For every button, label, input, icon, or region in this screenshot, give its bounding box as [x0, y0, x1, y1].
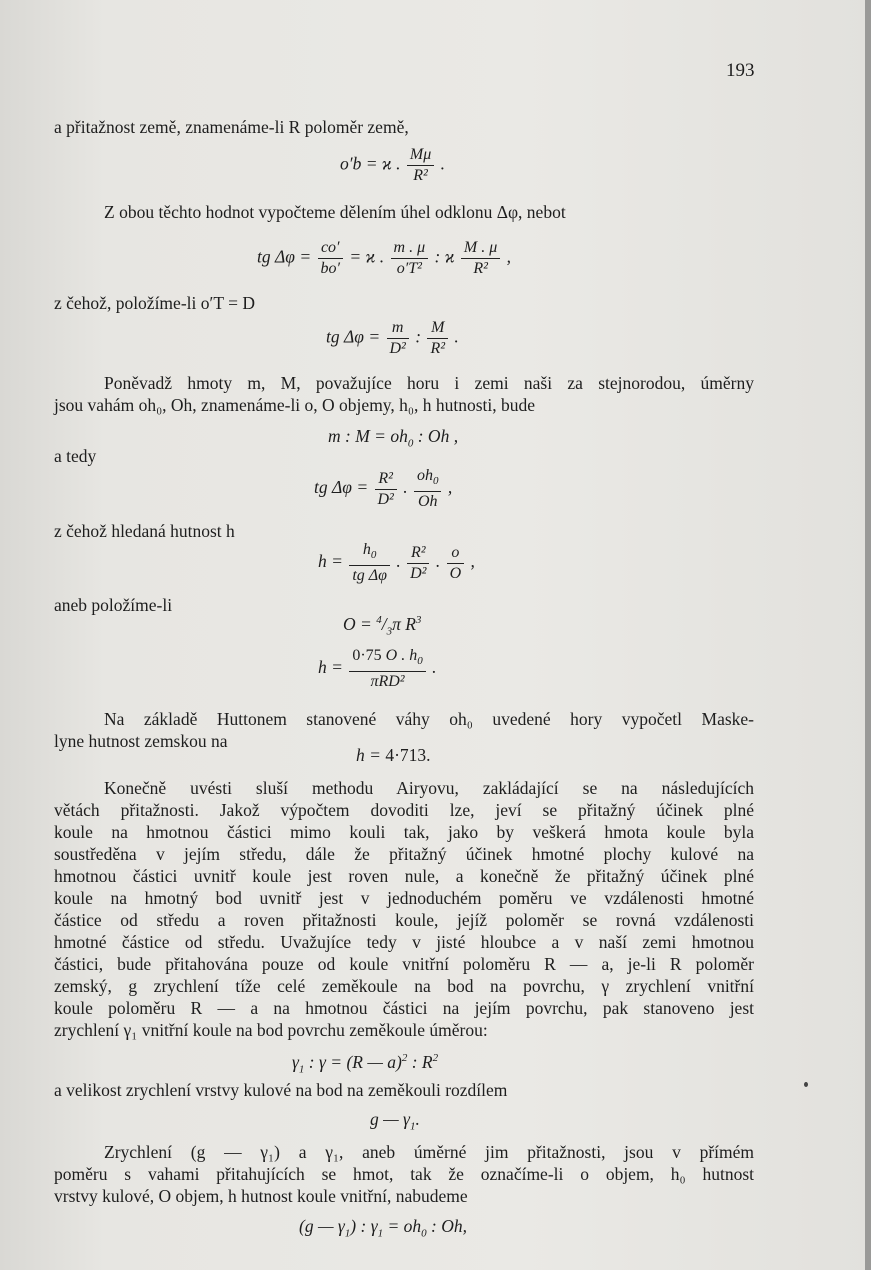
airy-line: koule na hmotný bod uvnitř jest v jednoduchém poměru ve vzdálenosti hmotné [54, 888, 754, 908]
airy-line: zrychlení γ₁ vnitřní koule na bod povrchu zeměkoule úměrou: [54, 1020, 488, 1040]
formula-9: h = 4·713. [356, 745, 431, 765]
airy-line: koule na hmotnou částici mimo kouli tak, jako by veškerá hmota koule byla [54, 822, 754, 842]
formula-11: g — $\gamma_1$. [370, 1109, 420, 1133]
airy-line: částici, bude přitahována pouze od koule vnitřní poloměru R — a, je-li R poloměr [54, 954, 754, 974]
formula-3: tg Δφ = $\frac{m}{\text{D²}}$ : $\frac{M}{\text{R²}}$ . [326, 319, 459, 357]
page-edge [865, 0, 871, 1270]
airy-line: hmotné částice od středu. Uvažujíce tedy v jisté hloubce a v naší zemi hmotnou [54, 932, 754, 952]
line-2: Z obou těchto hodnot vypočteme dělením úhel odklonu Δφ, nebot [104, 202, 566, 222]
line-1: a přitažnost země, znamenáme-li R poloměr země, [54, 117, 409, 137]
airy-line: částice od středu a roven přitažnosti koule, jejíž poloměr se rovná vzdálenosti [54, 910, 754, 930]
airy-line: soustředěna v jejím středu, dále že přitažný účinek hmotné plochy kulové na [54, 844, 754, 864]
line-4: Poněvadž hmoty m, M, považujíce horu i zemi naši za stejnorodou, úměrny [104, 373, 754, 393]
airy-line: větách přitažnosti. Jakož výpočtem dovoditi lze, jeví se přitažný účinek plné [54, 800, 754, 820]
formula-2: tg Δφ = $\frac{co'}{bo'}$ = ϰ . $\frac{m . \mu}{\text{o′T²}}$ : ϰ $\frac{M . \mu}{\text{R²}}$ , [257, 239, 512, 277]
line-6: a tedy [54, 446, 97, 466]
line-3: z čehož, položíme-li o′T = D [54, 293, 255, 313]
line-5: jsou vahám oh₀, Oh, znamenáme-li o, O objemy, h₀, h hutnosti, bude [54, 395, 536, 415]
line-11: a velikost zrychlení vrstvy kulové na bod na zeměkouli rozdílem [54, 1080, 508, 1100]
last-line: Zrychlení (g — γ₁) a γ₁, aneb úměrné jim přitažnosti, jsou v přímém [104, 1142, 754, 1162]
formula-4: m : $M = oh_0$ : Oh , [328, 426, 459, 450]
formula-12: (g — $\gamma_1$) : $\gamma_1 = oh_0$ : Oh, [299, 1216, 468, 1240]
line-7: z čehož hledaná hutnost h [54, 521, 235, 541]
last-line: vrstvy kulové, O objem, h hutnost koule vnitřní, nabudeme [54, 1186, 468, 1206]
line-10: lyne hutnost zemskou na [54, 731, 228, 751]
formula-1: o′b = ϰ . $\frac{M\mu}{\text{R²}}$ . [340, 146, 445, 184]
formula-6: h = $\frac{h_0}{\text{tg Δφ}}$ . $\frac{\text{R²}}{\text{D²}}$ . $\frac{o}{O}$ , [318, 541, 475, 585]
airy-line: koule poloměru R — a na hmotnou částici na jejím povrchu, pak stanoveno jest [54, 998, 754, 1018]
last-line: poměru s vahami přitahujících se hmot, tak že označíme-li o objem, h₀ hutnost [54, 1164, 754, 1184]
line-8: aneb položíme-li [54, 595, 173, 615]
airy-line: zemský, g zrychlení tíže celé zeměkoule na bod na povrchu, γ zrychlení vnitřní [54, 976, 754, 996]
formula-8: h = $\frac{0\cdot 75 O . h_0}{\text{πRD²}}$ . [318, 647, 437, 691]
line-9: Na základě Huttonem stanovené váhy oh₀ uvedené hory vypočetl Maske- [104, 709, 754, 729]
airy-line: Konečně uvésti sluší methodu Airyovu, zakládající se na následujících [104, 778, 754, 798]
page-number: 193 [726, 60, 755, 81]
formula-5: tg Δφ = $\frac{\text{R²}}{\text{D²}}$ . $\frac{oh_0}{Oh}$ , [314, 467, 453, 511]
ink-speck [804, 1082, 808, 1087]
formula-7: $O = ^4/_3\pi$ $R^3$ [343, 614, 422, 638]
airy-line: hmotnou částici uvnitř koule jest roven nule, a konečně že přitažný účinek plné [54, 866, 754, 886]
formula-10: $\gamma_1$ : γ = (R — a)$^2$ : $R^2$ [292, 1052, 439, 1076]
